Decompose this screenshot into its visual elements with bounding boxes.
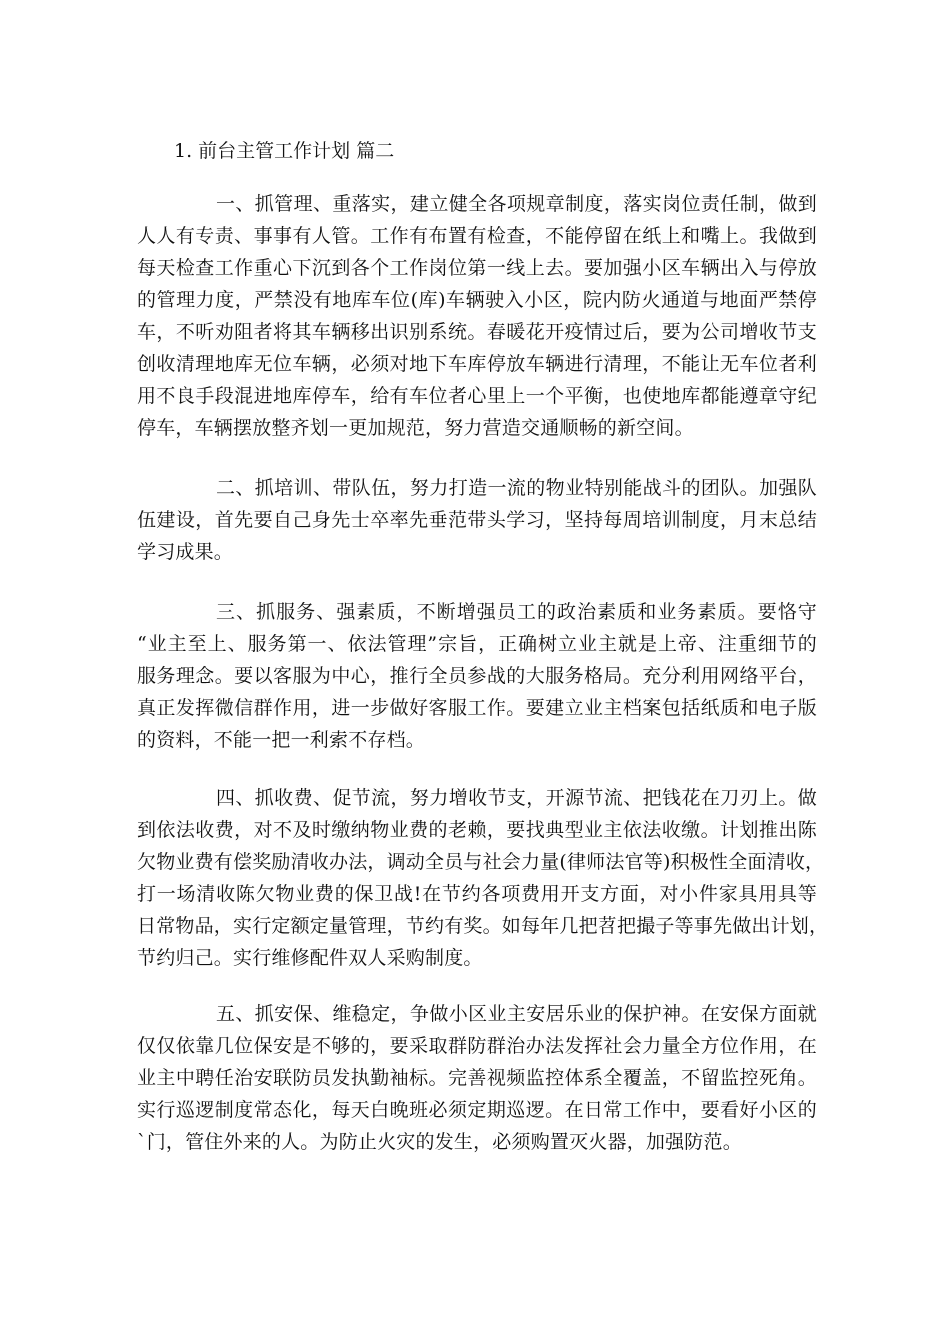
paragraph-line: 打一场清收陈欠物业费的保卫战!在节约各项费用开支方面，对小件家具用具等 — [137, 883, 817, 905]
paragraph-line: 仅仅依靠几位保安是不够的，要采取群防群治办法发挥社会力量全方位作用，在 — [137, 1035, 817, 1057]
paragraph-line: 真正发挥微信群作用，进一步做好客服工作。要建立业主档案包括纸质和电子版 — [137, 697, 817, 719]
paragraph-line: 一、抓管理、重落实，建立健全各项规章制度，落实岗位责任制，做到 — [216, 193, 817, 215]
paragraph-line: 日常物品，实行定额定量管理，节约有奖。如每年几把苕把撮子等事先做出计划， — [137, 915, 829, 937]
paragraph-management — [137, 188, 817, 444]
paragraph-line: 车，不听劝阻者将其车辆移出识别系统。春暖花开疫情过后，要为公司增收节支 — [137, 321, 817, 343]
paragraph-line: 节约归己。实行维修配件双人采购制度。 — [137, 947, 483, 969]
paragraph-line: 实行巡逻制度常态化，每天白晚班必须定期巡逻。在日常工作中，要看好小区的 — [137, 1099, 817, 1121]
paragraph-line: 服务理念。要以客服为中心，推行全员参战的大服务格局。充分利用网络平台， — [137, 665, 817, 687]
paragraph-training — [137, 472, 817, 568]
paragraph-line: 伍建设，首先要自己身先士卒率先垂范带头学习，坚持每周培训制度，月末总结 — [137, 509, 817, 531]
paragraph-line: “业主至上、服务第一、依法管理”宗旨，正确树立业主就是上帝、注重细节的 — [137, 633, 817, 655]
paragraph-line: 五、抓安保、维稳定，争做小区业主安居乐业的保护神。在安保方面就 — [216, 1003, 817, 1025]
paragraph-line: 每天检查工作重心下沉到各个工作岗位第一线上去。要加强小区车辆出入与停放 — [137, 257, 817, 279]
paragraph-fees — [137, 782, 829, 974]
paragraph-line: `门，管住外来的人。为防止火灾的发生，必须购置灭火器，加强防范。 — [137, 1131, 742, 1153]
document-title: 1. 前台主管工作计划 篇二 — [174, 140, 395, 162]
paragraph-line: 创收清理地库无位车辆，必须对地下车库停放车辆进行清理，不能让无车位者利 — [137, 353, 817, 375]
paragraph-line: 学习成果。 — [137, 541, 234, 563]
paragraph-line: 的资料，不能一把一利索不存档。 — [137, 729, 426, 751]
paragraph-line: 四、抓收费、促节流，努力增收节支，开源节流、把钱花在刀刃上。做 — [216, 787, 817, 809]
paragraph-line: 三、抓服务、强素质，不断增强员工的政治素质和业务素质。要恪守 — [216, 601, 817, 623]
paragraph-line: 用不良手段混进地库停车，给有车位者心里上一个平衡，也使地库都能遵章守纪 — [137, 385, 817, 407]
paragraph-service — [137, 596, 817, 756]
paragraph-security — [137, 998, 817, 1158]
paragraph-line: 停车，车辆摆放整齐划一更加规范，努力营造交通顺畅的新空间。 — [137, 417, 694, 439]
paragraph-line: 的管理力度，严禁没有地库车位(库)车辆驶入小区，院内防火通道与地面严禁停 — [137, 289, 817, 311]
paragraph-line: 到依法收费，对不及时缴纳物业费的老赖，要找典型业主依法收缴。计划推出陈 — [137, 819, 817, 841]
paragraph-line: 人人有专责、事事有人管。工作有布置有检查，不能停留在纸上和嘴上。我做到 — [137, 225, 817, 247]
paragraph-line: 业主中聘任治安联防员发执勤袖标。完善视频监控体系全覆盖，不留监控死角。 — [137, 1067, 817, 1089]
paragraph-line: 欠物业费有偿奖励清收办法，调动全员与社会力量(律师法官等)积极性全面清收， — [137, 851, 825, 873]
paragraph-line: 二、抓培训、带队伍，努力打造一流的物业特别能战斗的团队。加强队 — [216, 477, 817, 499]
